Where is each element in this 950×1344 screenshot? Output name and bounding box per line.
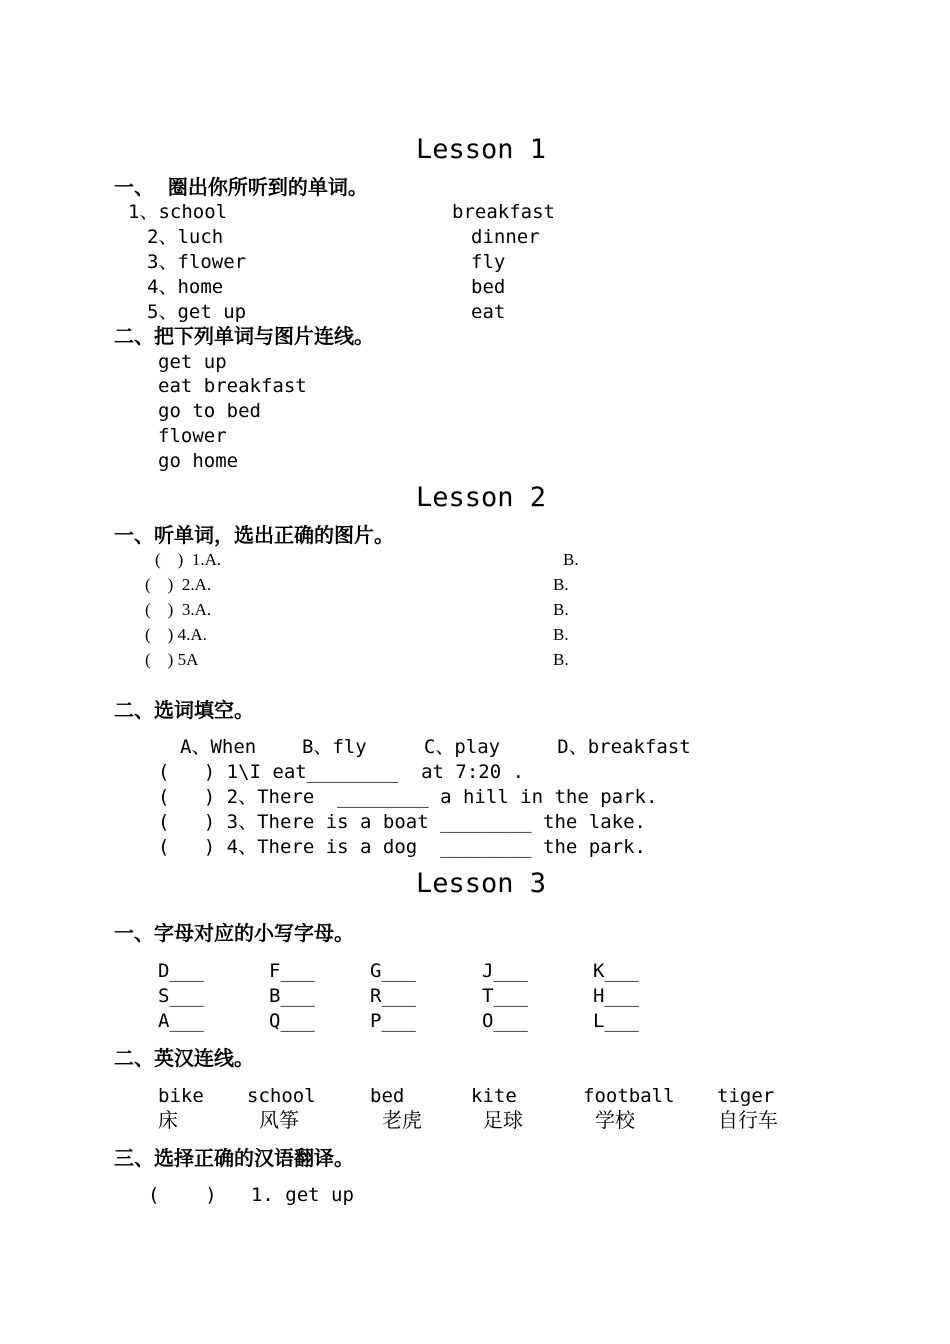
letter-cell: R___ [370,985,416,1007]
lesson-2-section-1-heading: 一、听单词，选出正确的图片。 [114,523,394,547]
english-word: football [583,1085,675,1107]
option-b: B. [553,600,569,619]
word-item: bed [471,276,506,298]
question-row: ( ) 2.A. [145,575,212,594]
lesson-3-title: Lesson 3 [416,868,547,899]
word-item: 2、luch [147,226,224,248]
option-b: B. [553,575,569,594]
fill-blank-row: ( ) 2、There ________ a hill in the park. [158,786,658,808]
letter-cell: D___ [158,960,204,982]
word-item: eat [471,301,506,323]
chinese-word: 足球 [483,1108,523,1132]
lesson-2-section-2-heading: 二、选词填空。 [114,698,254,722]
letter-cell: Q___ [269,1010,315,1032]
lesson-2-title: Lesson 2 [416,482,547,513]
word-item: dinner [471,226,540,248]
translation-question: ( ) 1. get up [148,1184,354,1206]
letter-cell: B___ [269,985,315,1007]
question-row: ( ) 5A [145,650,199,669]
question-row: ( ) 3.A. [145,600,212,619]
english-word: school [247,1085,316,1107]
fill-blank-row: ( ) 4、There is a dog ________ the park. [158,836,646,858]
chinese-word: 床 [158,1108,178,1132]
english-word: kite [471,1085,517,1107]
letter-cell: S___ [158,985,204,1007]
question-row: ( ) 4.A. [145,625,207,644]
letter-cell: L___ [593,1010,639,1032]
chinese-word: 自行车 [718,1108,778,1132]
match-item: flower [158,425,227,447]
lesson-3-section-3-heading: 三、选择正确的汉语翻译。 [114,1146,354,1170]
match-item: eat breakfast [158,375,307,397]
word-item: 4、home [147,276,224,298]
english-word: bike [158,1085,204,1107]
chinese-word: 风筝 [259,1108,299,1132]
word-item: breakfast [452,201,555,223]
letter-cell: J___ [482,960,528,982]
chinese-word: 学校 [595,1108,635,1132]
match-item: go home [158,450,239,472]
letter-cell: H___ [593,985,639,1007]
match-item: go to bed [158,400,261,422]
lesson-1-title: Lesson 1 [416,134,547,165]
word-item: 5、get up [147,301,247,323]
letter-cell: T___ [482,985,528,1007]
option-b: B. [553,625,569,644]
lesson-1-section-2-heading: 二、把下列单词与图片连线。 [114,324,374,348]
option-b: B. [553,650,569,669]
letter-cell: O___ [482,1010,528,1032]
word-item: 1、school [128,201,228,223]
fill-blank-row: ( ) 3、There is a boat ________ the lake. [158,811,646,833]
word-item: 3、flower [147,251,247,273]
lesson-3-section-2-heading: 二、英汉连线。 [114,1046,254,1070]
fill-blank-row: ( ) 1\I eat________ at 7:20 . [158,761,525,783]
letter-cell: A___ [158,1010,204,1032]
letter-cell: F___ [269,960,315,982]
word-item: fly [471,251,506,273]
letter-cell: K___ [593,960,639,982]
lesson-3-section-1-heading: 一、字母对应的小写字母。 [114,921,354,945]
match-item: get up [158,351,227,373]
english-word: tiger [717,1085,775,1107]
question-row: ( ) 1.A. [155,550,222,569]
chinese-word: 老虎 [382,1108,422,1132]
lesson-1-section-1-heading: 一、 圈出你所听到的单词。 [114,175,368,199]
word-options: A、When B、fly C、play D、breakfast [180,736,691,758]
option-b: B. [563,550,579,569]
english-word: bed [370,1085,405,1107]
letter-cell: G___ [370,960,416,982]
letter-cell: P___ [370,1010,416,1032]
